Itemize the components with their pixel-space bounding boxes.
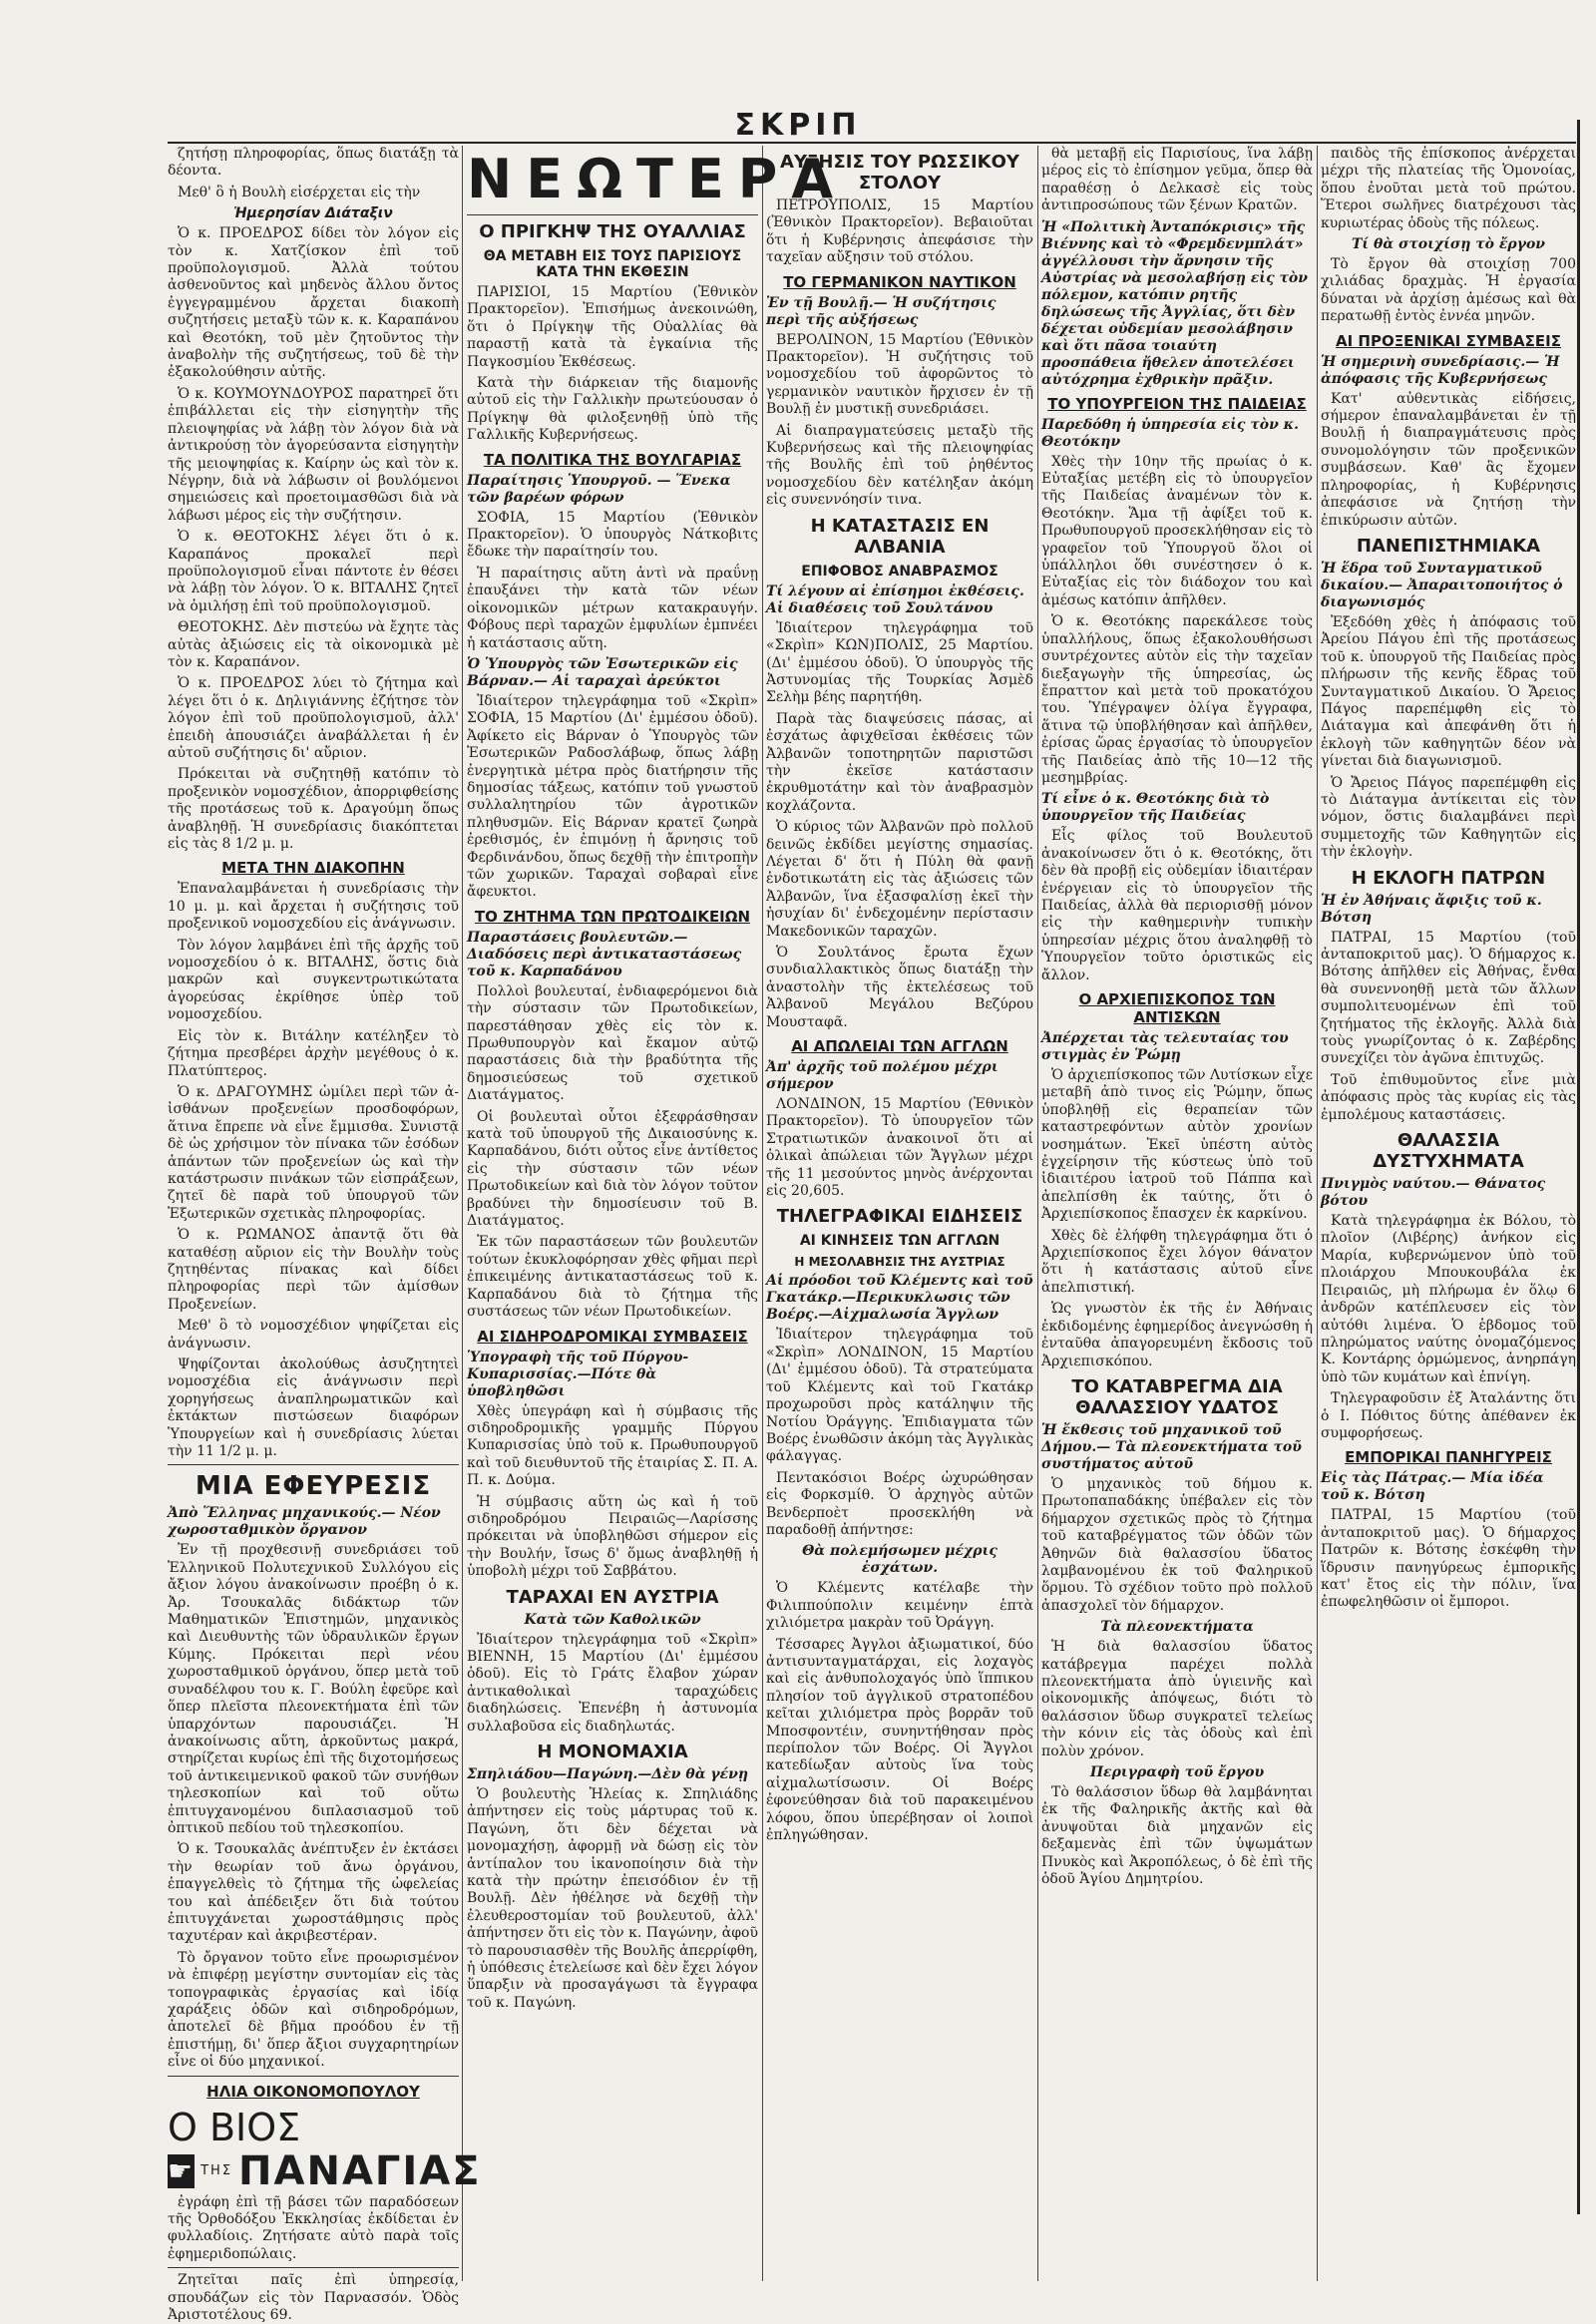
column-1: [168, 146, 482, 2324]
paragraph: Τοῦ ἐπιθυμοῦντος εἶνε μιὰ ἀπόφασις πρὸς τὰς κυρίας εἰς τὰς ἐμπολέμους καταστάσεις.: [1321, 1071, 1576, 1123]
article-headline: ΑΥΞΗΣΙΣ ΤΟΥ ΡΩΣΣΙΚΟΥ ΣΤΟΛΟΥ: [780, 152, 1019, 194]
divider: [168, 1464, 459, 1465]
paragraph: Μεθ' ὃ ἡ Βουλὴ εἰσέρχεται εἰς τὴν: [178, 184, 421, 200]
article-kicker: Παραστάσεις βουλευτῶν.— Διαδόσεις περὶ ἀντικαταστάσεως τοῦ κ. Καρπαδάνου: [467, 929, 742, 979]
paragraph: Μεθ' ὃ τὸ νομοσχέδιον ψηφίζεται εἰς ἀνάγνωσιν.: [168, 1318, 459, 1352]
article-kicker: Ἀπέρχεται τὰς τελευταίας του στιγμὰς ἐν Ῥώμῃ: [1041, 1030, 1289, 1063]
paragraph: παιδὸς τῆς ἐπίσκοπος ἀνέρχεται μέχρι τῆς πλατείας τῆς Ὁμονοίας, ὅπου ἐνοῦται μετὰ τοῦ πρώτου. Ἕτεροι σωλῆνες διατρέχουσι τὰς κυριωτέρας ὁδοὺς τῆς πόλεως.: [1321, 146, 1576, 231]
article-kicker: Ἡ ἐν Ἀθήναις ἄφιξις τοῦ κ. Βότση: [1321, 892, 1542, 926]
paragraph: Ὁ ἀρχιεπίσκοπος τῶν Λυτίσκων εἶχε μεταβῆ ἀπὸ τινος εἰς Ῥώμην, ὅπως ὑποβληθῇ εἰς θεραπείαν τῶν καταστρεφόντων αὐτὸν χρονίων νοσημάτων. Ἐκεῖ ὑπέστη αὐτὸς ἐγχείρησιν τῆς κύστεως ὑπὸ τοῦ ἰδιαιτέρου ἰατροῦ τοῦ Πάππα καὶ ἀπελπίσθη ἐκ ταύτης, ὅτι ὁ Ἀρχιεπίσκοπος ἔπασχεν ἐκ καρκίνου.: [1041, 1067, 1313, 1223]
paragraph: Ἐν τῇ προχθεσινῇ συνεδριάσει τοῦ Ἑλληνικοῦ Πολυτεχνικοῦ Συλλόγου εἰς ἄξιον λόγου ἀνακοίνωσιν προέβη ὁ κ. Ἀρ. Τσουκαλᾶς διδάκτωρ τῶν Μαθηματικῶν Ἐπιστημῶν, μηχανικὸς καὶ Διευθυντὴς τῶν ὑδραυλικῶν ἔργων Κύμης. Πρόκειται περὶ νέου χωροσταθμικοῦ ὀργάνου, ὅπερ μετὰ τοῦ συναδέλφου του κ. Γ. Βούλη ἐφεῦρε καὶ ὅπερ πλεῖστα πλεονεκτήματα ἐπὶ τῶν ὑπαρχόντων παρουσιάζει. Ἡ ἀνακοίνωσις αὕτη, ἀρκοῦντως μακρά, στηρίζεται κυρίως ἐπὶ τῆς διχοτομήσεως τοῦ ἀντικειμενικοῦ φακοῦ τῶν συνήθων τηλεσκοπίων καὶ τοῦ οὕτω ἐπιτυγχανομένου διπλασιασμοῦ τοῦ ὀπτικοῦ πεδίου τοῦ τηλεσκοπίου.: [168, 1542, 459, 1836]
article-kicker: Ἡ σημερινὴ συνεδρίασις.— Ἡ ἀπόφασις τῆς Κυβερνήσεως: [1321, 353, 1560, 387]
paragraph: Ἰδιαίτερον τηλεγράφημα τοῦ «Σκρὶπ» ΣΟΦΙΑ, 15 Μαρτίου (Δι' ἐμμέσου ὁδοῦ). Ἀφίκετο εἰς Βάρναν ὁ Ὑπουργὸς τῶν Ἐσωτερικῶν Ραδοσλάβωφ, ὅπως λάβῃ ἐνεργητικὰ μέτρα πρὸς διατήρησιν τῆς δημοσίας τάξεως, κατόπιν τοῦ γνωστοῦ συλλαλητηρίου τῶν ἀγροτικῶν πληθυσμῶν. Εἰς Βάρναν κρατεῖ ζωηρὰ ἐρεθισμός, ἐν ἐπιμόνῃ ἡ ἄρνησις τοῦ Φερδινάνδου, ὅπως δεχθῇ τὴν ἐπιτροπὴν τῶν χωρικῶν. Ταραχαὶ σοβαραὶ εἶνε ἄφευκτοι.: [467, 692, 758, 901]
paragraph: ΠΑΤΡΑΙ, 15 Μαρτίου (τοῦ ἀνταποκριτοῦ μας). Ὁ δήμαρχος κ. Βότσης ἀπῆλθεν εἰς Ἀθήνας, ἔνθα θὰ συνεννοηθῇ μετὰ τῶν ἄλλων συμπολιτευομένων ἐπὶ τοῦ ζητήματος τῆς ἐκλογῆς. Ἀλλὰ διὰ τοὺς γνωρίζοντας ὁ κ. Ζαβέρδης συνεχίζει τὸν ἀγῶνα ἐπιτυχῶς.: [1321, 929, 1576, 1067]
article-headline: ΤΟ ΓΕΡΜΑΝΙΚΟΝ ΝΑΥΤΙΚΟΝ: [783, 272, 1016, 291]
article-headline: ΤΟ ΚΑΤΑΒΡΕΓΜΑ ΔΙΑ ΘΑΛΑΣΣΙΟΥ ΥΔΑΤΟΣ: [1071, 1375, 1283, 1418]
ad-title-2: [168, 2147, 482, 2194]
paragraph: Ὁ Ἄρειος Πάγος παρεπέμφθη εἰς τὸ Διάταγμα ἀντίκειται εἰς τὸν νόμον, ὅστις διαλαμβάνει περὶ συμμετοχῆς τῶν Καθηγητῶν εἰς τὴν ἐκλογὴν.: [1321, 774, 1576, 861]
paragraph: Τέσσαρες Ἀγγλοι ἀξιωματικοί, δύο ἀντισυνταγματάρχαι, εἰς λοχαγὸς καὶ εἰς ἀνθυπολοχαγός ὑπὸ ἵππικου πλησίον τοῦ ἀγγλικοῦ στρατοπέδου κεῖται χιλιόμετρα πρὸς βορρᾶν τοῦ Μποσφοντέιν, συνηντήθησαν πρὸς περίπολον τῶν Βοέρς. Οἱ Ἄγγλοι κατεδίωξαν αὐτοὺς ἵνα τοὺς αἰχμαλωτίσωσιν. Οἱ Βοέρς ἐφονεύθησαν διὰ τοῦ παρακειμένου λόφου, ὅπου ὑπερέβησαν οἱ λοιποὶ ἐπληγώθησαν.: [766, 1636, 1033, 1844]
article-kicker: Ὁ Ὑπουργὸς τῶν Ἐσωτερικῶν εἰς Βάρναν.— Αἱ ταραχαὶ ἀρεύκτοι: [467, 655, 738, 689]
article-headline: ΤΟ ΥΠΟΥΡΓΕΙΟΝ ΤΗΣ ΠΑΙΔΕΙΑΣ: [1047, 394, 1307, 413]
article-headline: Η ΜΟΝΟΜΑΧΙΑ: [537, 1742, 688, 1762]
paragraph: ΠΑΡΙΣΙΟΙ, 15 Μαρτίου (Ἐθνικὸν Πρακτορεῖον). Ἐπισήμως ἀνεκοινώθη, ὅτι ὁ Πρίγκηψ τῆς Οὐαλλίας θὰ παραστῇ κατὰ τὰ ἐγκαίνια τῆς Παγκοσμίου Ἐκθέσεως.: [467, 284, 758, 370]
article-headline: ΜΙΑ ΕΦΕΥΡΕΣΙΣ: [195, 1471, 432, 1502]
paragraph: Ἡ παραίτησις αὕτη ἀντὶ νὰ πραΰνῃ ἐπαυξάνει τὴν κατὰ τῶν νέων οἰκονομικῶν μέτρων κατακραυγήν. Φόβους περὶ ταραχῶν ἐμφυλίων ἐμπνέει ἡ κατάστασις αὕτη.: [467, 565, 758, 651]
article-headline: Η ΚΑΤΑΣΤΑΣΙΣ ΕΝ ΑΛΒΑΝΙΑ: [810, 515, 990, 558]
page-edge-bar: [1577, 120, 1580, 2214]
paragraph: ΣΟΦΙΑ, 15 Μαρτίου (Ἐθνικὸν Πρακτορεῖον). Ὁ ὑπουργὸς Νάτκοβιτς ἔδωκε τὴν παραίτησίν του.: [467, 509, 758, 561]
paragraph: Ἐπαναλαμβάνεται ἡ συνεδρίασις τὴν 10 μ. μ. καὶ ἄρχεται ἡ συζήτησις τοῦ προξενικοῦ νομοσχεδίου εἰς ἀνάγνωσιν.: [168, 881, 459, 933]
paragraph: Οἱ βουλευταὶ οὗτοι ἐξεφράσθησαν κατὰ τοῦ ὑπουργοῦ τῆς Δικαιοσύνης κ. Καρπαδάνου, διότι οὗτος εἶνε ἀντίθετος εἰς τὴν σύστασιν τῶν νέων Πρωτοδικείων καὶ διὰ τὸν λόγον τοῦτον βραδύνει τὴν δημοσίευσιν τοῦ Β. Διατάγματος.: [467, 1108, 758, 1230]
paragraph: Εἰς τὸν κ. Βιτάλην κατέληξεν τὸ ζήτημα πρεσβέρει ἀρχὴν μεγέθους ὁ κ. Πλατύπτερος.: [168, 1027, 459, 1079]
paragraph: Ὁ κ. ΠΡΟΕΔΡΟΣ δίδει τὸν λόγον εἰς τὸν κ. Χατζίσκον ἐπὶ τοῦ προϋπολογισμοῦ. Ἀλλὰ τούτου ἀσθενοῦντος καὶ μηδενὸς ἄλλου ὄντος ἐγγεγραμμένου ἄρχεται διακοπὴ συζητήσεις μεταξὺ τῶν κ. κ. Καραπάνου καὶ Θεοτόκη, τοῦ μὲν ζητοῦντος τὴν ἀναβολὴν τῆς συζητήσεως, τοῦ δὲ τὴν ἐξακολούθησιν αὐτῆς.: [168, 225, 459, 381]
article-headline: ΘΑΛΑΣΣΙΑ ΔΥΣΤΥΧΗΜΑΤΑ: [1373, 1130, 1524, 1173]
paragraph: Τηλεγραφοῦσιν ἐξ Ἀταλάντης ὅτι ὁ Ι. Πόθιτος δύτης ἀπέθανεν ἐκ συμφορήσεως.: [1321, 1390, 1576, 1441]
section-heading: ΜΕΤΑ ΤΗΝ ΔΙΑΚΟΠΗΝ: [221, 859, 405, 878]
paragraph: Ὁ Σουλτάνος ἔρωτα ἔχων συνδιαλλακτικὸς ὅπως διατάξῃ τὴν ἀναστολὴν τῆς ἐκτελέσεως τοῦ Ἀλβανοῦ Μεγάλου Βεζύρου Μουσταφᾶ.: [766, 945, 1033, 1030]
paragraph: Ἰδιαίτερον τηλεγράφημα τοῦ «Σκρὶπ» ΛΟΝΔΙΝΟΝ, 15 Μαρτίου (Δι' ἐμμέσου ὁδοῦ). Τὰ στρατεύματα τοῦ Κλέμεντς καὶ τοῦ Γκατάκρ προχωροῦσι πρὸς κατάληψιν τῆς Νοτίου Ὀράγγης. Ἐπιδιαγματα τῶν Βοέρς ἐνωθῶσιν ἀκόμη τὰς Ἀγγλικὰς φάλαγγας.: [766, 1327, 1033, 1465]
paragraph: ζητήσῃ πληροφορίας, ὅπως διατάξῃ τὰ δέοντα.: [168, 146, 459, 180]
paragraph: ἐγράφη ἐπὶ τῇ βάσει τῶν παραδόσεων τῆς Ὀρθοδόξου Ἐκκλησίας ἐκδίδεται ἐν φυλλαδίοις. Ζητήσατε αὐτὸ παρὰ τοῖς ἐφημεριδοπώλαις.: [168, 2193, 459, 2262]
article-kicker: Τὰ πλεονεκτήματα: [1100, 1619, 1254, 1636]
masthead-rule: [168, 142, 1576, 144]
article-headline: ΤΗΛΕΓΡΑΦΙΚΑΙ ΕΙΔΗΣΕΙΣ: [776, 1206, 1023, 1228]
paragraph: Πολλοὶ βουλευταί, ἐνδιαφερόμενοι διὰ τὴν σύστασιν τῶν Πρωτοδικείων, παρεστάθησαν χθὲς εἰς τὸν κ. Πρωθυπουργὸν καὶ ἔκαμον αὐτῷ παραστάσεις διὰ τὴν βραδύτητα τῆς δημοσιεύσεως τοῦ σχετικοῦ Διατάγματος.: [467, 982, 758, 1104]
hand-pointer-icon: ☛: [168, 2153, 196, 2187]
paragraph: Ἰδιαίτερον τηλεγράφημα τοῦ «Σκρὶπ» ΒΙΕΝΝΗ, 15 Μαρτίου (Δι' ἐμμέσου ὁδοῦ). Εἰς τὸ Γράτς ἔλαβον χώραν ἀντικαθολικαὶ ταραχώδεις διαδηλώσεις. Ἐπενέβη ἡ ἀστυνομία συλλαβοῦσα εἰς διαδηλωτάς.: [467, 1631, 758, 1735]
paragraph: Τὸν λόγον λαμβάνει ἐπὶ τῆς ἀρχῆς τοῦ νομοσχεδίου ὁ κ. ΒΙΤΑΛΗΣ, ὅστις διὰ μακρῶν καὶ συγκεντρωτικώτατα ἀγορεύσας ἐκρίθησε ὑπὲρ τοῦ νομοσχεδίου.: [168, 937, 459, 1023]
paragraph: Ὁ μηχανικὸς τοῦ δήμου κ. Πρωτοπαπαδάκης ὑπέβαλεν εἰς τὸν δήμαρχον σχετικῶς πρὸς τὸ ζήτημα τοῦ καταβρέγματος τῶν ὁδῶν τῶν Ἀθηνῶν διὰ θαλασσίου ὕδατος λαμβανομένου ἐκ τοῦ Φαληρικοῦ ὅρμου. Τὸ σχέδιον τοῦτο πρὸ πολλοῦ ἀπασχολεῖ τὸν δήμαρχον.: [1041, 1475, 1313, 1614]
article-headline: ΑΙ ΣΙΔΗΡΟΔΡΟΜΙΚΑΙ ΣΥΜΒΑΣΕΙΣ: [477, 1327, 748, 1346]
article-headline: Η ΕΚΛΟΓΗ ΠΑΤΡΩΝ: [1351, 867, 1546, 889]
section-heading: Ἡμερησίαν Διάταξιν: [233, 205, 393, 222]
article-kicker: Τί λέγουν αἱ ἐπίσημοι ἐκθέσεις. Αἱ διαθέσεις τοῦ Σουλτάνου: [766, 582, 1024, 616]
article-kicker: Αἱ πρόοδοι τοῦ Κλέμεντς καὶ τοῦ Γκατάκρ.—Περικυκλωσις τῶν Βοέρς.—Αἰχμαλωσία Ἄγγλων: [766, 1273, 1033, 1324]
column-5: [1321, 146, 1576, 2281]
paragraph: Πεντακόσιοι Βοέρς ὠχυρώθησαν εἰς Φορκσμίθ. Ὁ ἀρχηγὸς αὐτῶν Βενδερποὲτ προσεκλήθη νὰ παραδοθῇ ἀπήντησε:: [766, 1469, 1033, 1538]
article-kicker: Ἡ ἕδρα τοῦ Συνταγματικοῦ δικαίου.— Ἀπαραιτοποιήτος ὁ διαγωνισμός: [1321, 560, 1563, 610]
paragraph: Ὁ βουλευτὴς Ἠλείας κ. Σπηλιάδης ἀπήντησεν εἰς τοὺς μάρτυρας τοῦ κ. Παγώνη, ὅτι δὲν δέχεται νὰ μονομαχήσῃ, ἀφορμῇ νὰ δώσῃ εἰς τὸν ἀντίπαλον του ἱκανοποίησιν διὰ τὴν κατὰ τὴν πρώτην ἐπεισόδιον ἐν τῇ Βουλῇ. Δὲν ἠθέλησε νὰ δεχθῇ τὴν ἐλευθεροστομίαν τοῦ βουλευτοῦ, ἀλλ' ἀπήντησεν ὅτι εἰς τὸν κ. Παγώνην, ἀφοῦ τὸ παρουσιασθὲν τῆς Βουλῆς ἀπερρίφθη, ἡ ὑπόθεσις ἐτελείωσε καὶ δὲν ἔχει λόγον ὕπαρξιν νὰ προσαγάγωσι τὰ ἔγγραφα τοῦ κ. Παγώνη.: [467, 1786, 758, 2011]
article-kicker: Κατὰ τῶν Καθολικῶν: [524, 1611, 701, 1628]
divider: [168, 2267, 459, 2268]
column-3: [766, 146, 1033, 2281]
article-subheadline: Η ΜΕΣΟΛΑΒΗΣΙΣ ΤΗΣ ΑΥΣΤΡΙΑΣ: [794, 1255, 1005, 1270]
paragraph: Χθὲς δὲ ἐλήφθη τηλεγράφημα ὅτι ὁ Ἀρχιεπίσκοπος ἔχει λόγον θάνατον ὅτι ἡ κατάστασις αὐτοῦ εἶνε ἀπελπιστική.: [1041, 1227, 1313, 1296]
divider: [467, 214, 758, 215]
paragraph: Ἐξεδόθη χθὲς ἡ ἀπόφασις τοῦ Ἀρείου Πάγου ἐπὶ τῆς προτάσεως τοῦ κ. ὑπουργοῦ τῆς Παιδείας πρὸς πλήρωσιν τῆς κενῆς ἕδρας τοῦ Συνταγματικοῦ Δικαίου. Ὁ Ἄρειος Πάγος παρεπέμφθη εἰς τὸ Διάταγμα καὶ ἀπεφάνθη ὅτι ἡ ἐκλογὴ τῶν καθηγητῶν δέον νὰ γίνεται διὰ διαγωνισμοῦ.: [1321, 613, 1576, 770]
article-kicker: Παρεδόθη ἡ ὑπηρεσία εἰς τὸν κ. Θεοτόκην: [1041, 416, 1300, 450]
ad-author: ΗΛΙΑ ΟΙΚΟΝΟΜΟΠΟΥΛΟΥ: [206, 2082, 420, 2101]
paragraph: ΛΟΝΔΙΝΟΝ, 15 Μαρτίου (Ἐθνικὸν Πρακτορεῖον). Τὸ ὑπουργεῖον τῶν Στρατιωτικῶν ἀνακοινοῖ ὅτι αἱ ὁλικαὶ ἀπώλειαι τῶν Ἄγγλων μέχρι τῆς 11 μεσούντος μηνὸς ἀνέρχονται εἰς 20,605.: [766, 1096, 1033, 1200]
paragraph: Ψηφίζονται ἀκολούθως ἀσυζητητεὶ νομοσχέδια εἰς ἀνάγνωσιν περὶ χορηγήσεως ἀναπληρωματικῶν καὶ ἐκτάκτων πιστώσεων διαφόρων Ὑπουργείων καὶ ἡ συνεδρίασις λύεται τὴν 11 1/2 μ. μ.: [168, 1356, 459, 1460]
article-headline: ΠΑΝΕΠΙΣΤΗΜΙΑΚΑ: [1356, 535, 1541, 557]
article-headline: ΤΑΡΑΧΑΙ ΕΝ ΑΥΣΤΡΙΑ: [506, 1586, 719, 1608]
ad-title-word: ΠΑΝΑΓΙΑΣ: [238, 2147, 482, 2194]
article-headline: ΑΙ ΑΠΩΛΕΙΑΙ ΤΩΝ ΑΓΓΛΩΝ: [791, 1037, 1008, 1056]
divider: [168, 2076, 459, 2077]
paragraph: ΒΕΡΟΛΙΝΟΝ, 15 Μαρτίου (Ἐθνικὸν Πρακτορεῖον). Ἡ συζήτησις τοῦ νομοσχεδίου τοῦ ἀφορῶντος τὸ γερμανικὸν ναυτικὸν ἤρχισεν ἐν τῇ Βουλῇ ἐν μυστικῇ συνεδριάσει.: [766, 331, 1033, 418]
paragraph: Ἡ σύμβασις αὕτη ὡς καὶ ἡ τοῦ σιδηροδρόμου Πειραιῶς—Λαρίσσης πρόκειται νὰ ὑποβληθῶσι σήμερον εἰς τὴν Βουλήν, ἴσως δ' ὅμως ἀναβληθῇ ἡ ὑποβολὴ μέχρι τοῦ Σαββάτου.: [467, 1493, 758, 1580]
paragraph: Αἱ διαπραγματεύσεις μεταξὺ τῆς Κυβερνήσεως καὶ τῆς πλειοψηφίας τῆς Βουλῆς ἐπὶ τοῦ ῥηθέντος νομοσχεδίου δὲν κατέληξαν ἀκόμη εἰς συνεννόησίν τινα.: [766, 422, 1033, 509]
article-kicker: Ἀπὸ Ἕλληνας μηχανικούς.— Νέον χωροσταθμικὸν ὄργανον: [168, 1505, 441, 1539]
paragraph: Ὁ κ. Θεοτόκης παρεκάλεσε τοὺς ὑπαλλήλους, ὅπως ἐξακολουθήσωσι συντρέχοντες αὐτὸν εἰς τὴν ταχεῖαν διεξαγωγὴν τῆς ὑπηρεσίας, ὡς ἔπραττον καὶ μετὰ τοῦ προκατόχου του. Ὑπέγραψεν ὀλίγα ἔγγραφα, ἅτινα τῷ ὑποβλήθησαν καὶ ἀπῆλθεν, ἐρίσας ὥρας ἐργασίας τὸ ὑπουργεῖον τῆς Παιδείας ἀπὸ τῆς 10—12 τῆς μεσημβρίας.: [1041, 613, 1313, 786]
article-kicker: Ἡ ἔκθεσις τοῦ μηχανικοῦ τοῦ Δήμου.— Τὰ πλεονεκτήματα τοῦ συστήματος αὐτοῦ: [1041, 1421, 1302, 1472]
paragraph: Τὸ ὄργανον τοῦτο εἶνε προωρισμένον νὰ ἐπιφέρῃ μεγίστην συντομίαν εἰς τὰς τοπογραφικὰς ἐργασίας καὶ ἰδίᾳ χαράξεις ὁδῶν καὶ σιδηροδρόμων, ἀποτελεῖ δὲ βῆμα προόδου ἐν τῇ ἐπιστήμῃ, δι' ὅπερ ἄξιοι συγχαρητηρίων εἶνε οἱ δύο μηχανικοί.: [168, 1949, 459, 2071]
paragraph: Ὁ κ. Τσουκαλᾶς ἀνέπτυξεν ἐν ἐκτάσει τὴν θεωρίαν τοῦ ἄνω ὀργάνου, ἐπαγγελθεὶς τὸ ζήτημα τῆς ὠφελείας του καὶ ἀπέδειξεν ὅτι διὰ τούτου ἐπιτυγχάνεται χωροστάθμησις πρὸς ταχυτέραν καὶ ἀκριβεστέραν.: [168, 1841, 459, 1945]
paragraph: Χθὲς τὴν 10ην τῆς πρωίας ὁ κ. Εὐταξίας μετέβη εἰς τὸ ὑπουργεῖον τῆς Παιδείας ἀναμένων τὸν κ. Θεοτόκην. Ἅμα τῇ ἀφίξει τοῦ κ. Πρωθυπουργοῦ προσεκλήθησαν εἰς τὸ γραφεῖον τοῦ Ὑπουργοῦ ὅλοι οἱ ὑπάλληλοι ὅθι συνέστησεν ὁ κ. Εὐταξίας εἰς τὸν διάδοχον του καὶ ἀμέσως κατόπιν ἀπῆλθεν.: [1041, 453, 1313, 608]
column-2: [467, 146, 848, 2281]
article-headline: ΤΑ ΠΟΛΙΤΙΚΑ ΤΗΣ ΒΟΥΛΓΑΡΙΑΣ: [483, 450, 742, 469]
article-headline: ΑΙ ΠΡΟΞΕΝΙΚΑΙ ΣΥΜΒΑΣΕΙΣ: [1335, 331, 1561, 350]
article-kicker: Πνιγμὸς ναύτου.— Θάνατος βότου: [1321, 1176, 1546, 1210]
classified-ad: Ζητεῖται παῖς ἐπὶ ὑπηρεσίᾳ, σπουδάζων εἰς τὸν Παρνασσόν. Ὁδὸς Ἀριστοτέλους 69.: [168, 2272, 459, 2324]
column-divider: [1037, 146, 1038, 2281]
column-divider: [462, 146, 463, 2281]
paragraph: θὰ μεταβῇ εἰς Παρισίους, ἵνα λάβῃ μέρος εἰς τὸ ἐπίσημον γεῦμα, ὅπερ θὰ παραθέσῃ ὁ Δελκασὲ εἰς τοὺς ἀντιπροσώπους τῶν ξένων Κρατῶν.: [1041, 146, 1313, 214]
paragraph: Ὁ κ. ΚΟΥΜΟΥΝΔΟΥΡΟΣ παρατηρεῖ ὅτι ἐπιβάλλεται εἰς τὴν εἰσηγητὴν τῆς πλειοψηφίας νὰ λάβῃ τὸν λόγον διὰ νὰ ἀντικρούσῃ τὸν ἀγορεύσαντα εἰσηγητὴν τῆς μειοψηφίας κ. Καίρην ὡς καὶ τὸν κ. Νέγρην, διὰ νὰ λάβωσιν οἱ βουλόμενοι σημειώσεις καὶ προετοιμασθῶσι διὰ νὰ λάβωσι μέρος εἰς τὴν συζήτησιν.: [168, 385, 459, 524]
paragraph: Παρὰ τὰς διαψεύσεις πάσας, αἱ ἐσχάτως ἀφιχθεῖσαι ἐκθέσεις τῶν Ἀλβανῶν τοποτηρητῶν παριστῶσι τὴν ἐκεῖσε κατάστασιν ἐκρυθμοτάτην καὶ τὸν ἀναβρασμὸν κοχλάζοντα.: [766, 710, 1033, 814]
article-subheadline: ΘΑ ΜΕΤΑΒΗ ΕΙΣ ΤΟΥΣ ΠΑΡΙΣΙΟΥΣ ΚΑΤΑ ΤΗΝ ΕΚΘΕΣΙΝ: [483, 248, 742, 280]
ad-title: Ο ΒΙΟΣ: [168, 2105, 301, 2149]
article-kicker: Ἡ «Πολιτικὴ Ἀνταπόκρισις» τῆς Βιέννης καὶ τὸ «Φρεμδενμπλάτ» ἀγγέλλουσι τὴν ἄρνησιν τῆς Αὐστρίας νὰ μεσολαβήσῃ εἰς τὸν πόλεμον, κατόπιν ρητῆς δηλώσεως τῆς Ἀγγλίας, ὅτι δὲν δέχεται οὐδεμίαν μεσολάβησιν καὶ ὅτι πᾶσα τοιαύτη προσπάθεια ἤθελεν ἀποτελέσει αὐτόχρημα ἐχθρικὴν πρᾶξιν.: [1041, 218, 1308, 388]
paragraph: Πρόκειται νὰ συζητηθῇ κατόπιν τὸ προξενικὸν νομοσχέδιον, ἀπορριφθείσης τῆς προτάσεως τοῦ κ. Δραγούμη ὅπως ἀναβληθῇ. Ἡ συνεδρίασις διακόπτεται εἰς τὰς 8 1/2 μ. μ.: [168, 766, 459, 853]
article-kicker: Περιγραφὴ τοῦ ἔργου: [1089, 1764, 1265, 1780]
paragraph: Χθὲς ὑπεγράφη καὶ ἡ σύμβασις τῆς σιδηροδρομικῆς γραμμῆς Πύργου Κυπαρισσίας ὑπὸ τοῦ κ. Πρωθυπουργοῦ καὶ τοῦ διευθυντοῦ τῆς ἑταιρίας Σ. Π. Α. Π. κ. Δούμα.: [467, 1402, 758, 1489]
article-headline: Ο ΑΡΧΙΕΠΙΣΚΟΠΟΣ ΤΩΝ ΑΝΤΙΣΚΩΝ: [1078, 990, 1276, 1026]
article-subheadline: ΕΠΙΦΟΒΟΣ ΑΝΑΒΡΑΣΜΟΣ: [801, 563, 998, 580]
article-kicker: Τί θὰ στοιχίσῃ τὸ ἔργον: [1351, 236, 1545, 253]
article-kicker: Παραίτησις Ὑπουργοῦ. — Ἕνεκα τῶν βαρέων φόρων: [467, 472, 731, 506]
masthead: ΣΚΡΙΠ: [734, 108, 862, 143]
paragraph: Ὁ κύριος τῶν Ἀλβανῶν πρὸ πολλοῦ δεινῶς ἐκδίδει μεγίστης σημασίας. Λέγεται δ' ὅτι ἡ Πύλη θὰ φανῇ ἐνδοτικωτάτη εἰς τὰς ἀξιώσεις τῶν Ἀλβανῶν, ἵνα ἐξασφαλίσῃ ἐκεῖ τὴν ἡσυχίαν δι' ἐνδεχομένην περίστασιν Μακεδονικῶν ταραχῶν.: [766, 819, 1033, 940]
paragraph: Ὁ κ. ΠΡΟΕΔΡΟΣ λύει τὸ ζήτημα καὶ λέγει ὅτι ὁ κ. Δηλιγιάννης ἐζήτησε τὸν λόγον ἐπὶ τοῦ προϋπολογισμοῦ, ἀλλ' ἐπειδὴ ἀπουσιάζει ἀναβάλλεται ἡ ἐν αὐτοῦ συζήτησις δι' αὔριον.: [168, 675, 459, 761]
paragraph: ΘΕΟΤΟΚΗΣ. Δὲν πιστεύω νὰ ἔχητε τὰς αὐτὰς ἀξιώσεις εἰς τὰ οἰκονομικὰ μὲ τὸν κ. Καραπάνον.: [168, 619, 459, 670]
paragraph: Τὸ ἔργον θὰ στοιχίσῃ 700 χιλιάδας δραχμὰς. Ἡ ἐργασία δύναται νὰ ἀρχίσῃ ἀμέσως καὶ θὰ περατωθῇ ἐντὸς ἐννέα μηνῶν.: [1321, 256, 1576, 325]
paragraph: Ἰδιαίτερον τηλεγράφημα τοῦ «Σκρὶπ» ΚΩΝ)ΠΟΛΙΣ, 25 Μαρτίου. (Δι' ἐμμέσου ὁδοῦ). Ὁ ὑπουργὸς τῆς Ἀστυνομίας τῆς Τουρκίας Ἀσμὲδ Σελὴμ βέης παρητήθη.: [766, 619, 1033, 706]
article-subheadline: ΑΙ ΚΙΝΗΣΕΙΣ ΤΩΝ ΑΓΓΛΩΝ: [799, 1233, 1000, 1250]
paragraph: Κατὰ τὴν διάρκειαν τῆς διαμονῆς αὐτοῦ εἰς τὴν Γαλλικὴν πρωτεύουσαν ὁ Πρίγκηψ θὰ φιλοξενηθῇ ὑπὸ τῆς Γαλλικῆς Κυβερνήσεως.: [467, 375, 758, 444]
paragraph: Ὁ κ. ΘΕΟΤΟΚΗΣ λέγει ὅτι ὁ κ. Καραπάνος προκαλεῖ περὶ προϋπολογισμοῦ εἶναι πάντοτε ἐν θέσει νὰ λάβῃ τὸν λόγον. Ὁ κ. ΒΙΤΑΛΗΣ ζητεῖ νὰ ὁμιλήσῃ ἐπὶ τοῦ προϋπολογισμοῦ.: [168, 529, 459, 614]
article-kicker: Ἀπ' ἀρχῆς τοῦ πολέμου μέχρι σήμερον: [766, 1059, 998, 1093]
paragraph: Ὁ Κλέμεντς κατέλαβε τὴν Φιλιππούπολιν κειμένην ἑπτὰ χιλιόμετρα μακρὰν τοῦ Ὀράγγη.: [766, 1580, 1033, 1632]
section-masthead: ΝΕΩΤΕΡΑ: [467, 148, 848, 210]
paragraph: Ὁ κ. ΡΩΜΑΝΟΣ ἀπαντᾷ ὅτι θὰ καταθέσῃ αὔριον εἰς τὴν Βουλὴν τοὺς ζητηθέντας πίνακας καὶ δίδει πληροφορίας περὶ τῶν ἀμίσθων Προξενείων.: [168, 1227, 459, 1313]
paragraph: Τὸ θαλάσσιον ὕδωρ θὰ λαμβάνηται ἐκ τῆς Φαληρικῆς ἀκτῆς καὶ θὰ ἀνυψοῦται διὰ μηχανῶν εἰς δεξαμενὰς ἐπὶ τῶν ὑψωμάτων Πνυκὸς καὶ Ἀκροπόλεως, ὁ δὲ ἐπὶ τῆς ὁδοῦ Ἁγίου Δημητρίου.: [1041, 1784, 1313, 1888]
article-kicker: Ἐν τῇ Βουλῇ.— Ἡ συζήτησις περὶ τῆς αὐξήσεως: [766, 294, 997, 328]
paragraph: Ὡς γνωστὸν ἐκ τῆς ἐν Ἀθήναις ἐκδιδομένης ἐφημερίδος ἀνεγνώσθη ἡ ἐνταῦθα ἀπαγορευμένη ἔκδοσις τοῦ Ἀρχιεπισκόπου.: [1041, 1301, 1313, 1369]
article-headline: ΤΟ ΖΗΤΗΜΑ ΤΩΝ ΠΡΩΤΟΔΙΚΕΙΩΝ: [474, 907, 751, 926]
article-headline: ΕΜΠΟΡΙΚΑΙ ΠΑΝΗΓΥΡΕΙΣ: [1345, 1448, 1552, 1467]
paragraph: Κατὰ τηλεγράφημα ἐκ Βόλου, τὸ πλοῖον (Λιβέρης) ἀνήκον εἰς Μαρία, κυβερνώμενον ὑπὸ τοῦ πλοιάρχου Μπουκουβάλα ἐκ Πειραιῶς, μὴ πλήρωμα ἐν ὅλῳ 6 ἀνδρῶν κατέπλευσεν εἰς τὸν αὐτόθι λιμένα. Ὁ ἑβδομος τοῦ πληρώματος ναύτης ὀνομαζόμενος Κ. Κοντάρης ὁρμώμενος, ἀνηρπάγη ὑπὸ τῶν κυμάτων καὶ ἐπνίγη.: [1321, 1213, 1576, 1385]
paragraph: ΠΕΤΡΟΥΠΟΛΙΣ, 15 Μαρτίου (Ἐθνικὸν Πρακτορεῖον). Βεβαιοῦται ὅτι ἡ Κυβέρνησις ἀπεφάσισε τὴν ταχεῖαν αὔξησιν τοῦ στόλου.: [766, 197, 1033, 266]
article-kicker: Τί εἶνε ὁ κ. Θεοτόκης διὰ τὸ ὑπουργεῖον τῆς Παιδείας: [1041, 791, 1270, 825]
paragraph: Ὁ κ. ΔΡΑΓΟΥΜΗΣ ὡμίλει περὶ τῶν ἀ-ἰσθάνων προξενείων προσδοφόρων, ἅτινα ἔπρεπε νὰ εἶνε ἔμμισθα. Συνιστᾷ δὲ ὡς χρήσιμον τὸν πίνακα τῶν ἐσόδων ἁπάντων τῶν προξενείων ὡς καὶ τὴν κατάστρωσιν πινάκων τῶν εἰσπράξεων, ζητεῖ δὲ παρὰ τοῦ ὑπουργοῦ τῶν Ἐξωτερικῶν σχετικὰς πληροφορίας.: [168, 1083, 459, 1222]
paragraph: Εἷς φίλος τοῦ Βουλευτοῦ ἀνακοίνωσεν ὅτι ὁ κ. Θεοτόκης, ὅτι δὲν θὰ προβῇ εἰς οὐδεμίαν ἰδιαιτέραν ἐνέργειαν εἰς τὸ ὑπουργεῖον τῆς Παιδείας, ἀλλὰ θὰ περιορισθῇ μόνον εἰς τὴν καθημερινὴν τυπικὴν ὑπηρεσίαν μέχρις ὅτου ἀναληφθῇ τὸ Ὑπουργεῖον τοῦτο ὁριστικῶς εἰς ἄλλον.: [1041, 828, 1313, 983]
paragraph: Ἐκ τῶν παραστάσεων τῶν βουλευτῶν τούτων ἐκυκλοφόρησαν χθὲς φῆμαι περὶ ἐπικειμένης ἀντικαταστάσεως τοῦ κ. Καρπαδάνου διὰ τὸ ζήτημα τῆς συστάσεως τῶν νέων Πρωτοδικείων.: [467, 1234, 758, 1321]
article-kicker: Θὰ πολεμήσωμεν μέχρις ἐσχάτων.: [802, 1543, 998, 1577]
column-4: [1041, 146, 1313, 2281]
paragraph: Κατ' αὐθεντικὰς εἰδήσεις, σήμερον ἐπαναλαμβάνεται ἐν τῇ Βουλῇ ἡ διαπραγμάτευσις πρὸς συνομολόγησιν τῶν προξενικῶν συμβάσεων. Καθ' ἃς ἔχομεν πληροφορίας, ἡ Κυβέρνησις ἀπεφάσισε νὰ ζητήσῃ τὴν ἐπικύρωσιν αὐτῶν.: [1321, 390, 1576, 529]
paragraph: Ἡ διὰ θαλασσίου ὕδατος κατάβρεγμα παρέχει πολλὰ πλεονεκτήματα ἀπὸ ὑγιεινῆς καὶ οἰκονομικῆς ἀπόψεως, διότι τὸ θαλάσσιον ὕδωρ συγκρατεῖ τελείως τὴν κόνιν εἰς τὰς ὁδοὺς καὶ ἐπὶ πολὺν χρόνον.: [1041, 1639, 1313, 1759]
article-kicker: Εἰς τὰς Πάτρας.— Μία ἰδέα τοῦ κ. Βότση: [1321, 1470, 1544, 1504]
column-divider: [762, 146, 763, 2281]
column-divider: [1317, 146, 1318, 2281]
article-kicker: Σπηλιάδου—Παγώνη.—Δὲν θὰ γένῃ: [467, 1766, 749, 1782]
ad-word: ΤΗΣ: [200, 2162, 233, 2178]
article-kicker: Ὑπογραφὴ τῆς τοῦ Πύργου-Κυπαρισσίας.—Πότε θὰ ὑποβληθῶσι: [467, 1349, 689, 1399]
paragraph: ΠΑΤΡΑΙ, 15 Μαρτίου (τοῦ ἀνταποκριτοῦ μας). Ὁ δήμαρχος Πατρῶν κ. Βότσης ἐσκέφθη τὴν ἵδρυσιν πανηγύρεως ἐμπορικῆς κατ' ἔτος εἰς τὴν πόλιν, ἵνα ἐπωφεληθῶσιν οἱ ἔμποροι.: [1321, 1507, 1576, 1611]
article-headline: Ο ΠΡΙΓΚΗΨ ΤΗΣ ΟΥΑΛΛΙΑΣ: [479, 221, 746, 242]
